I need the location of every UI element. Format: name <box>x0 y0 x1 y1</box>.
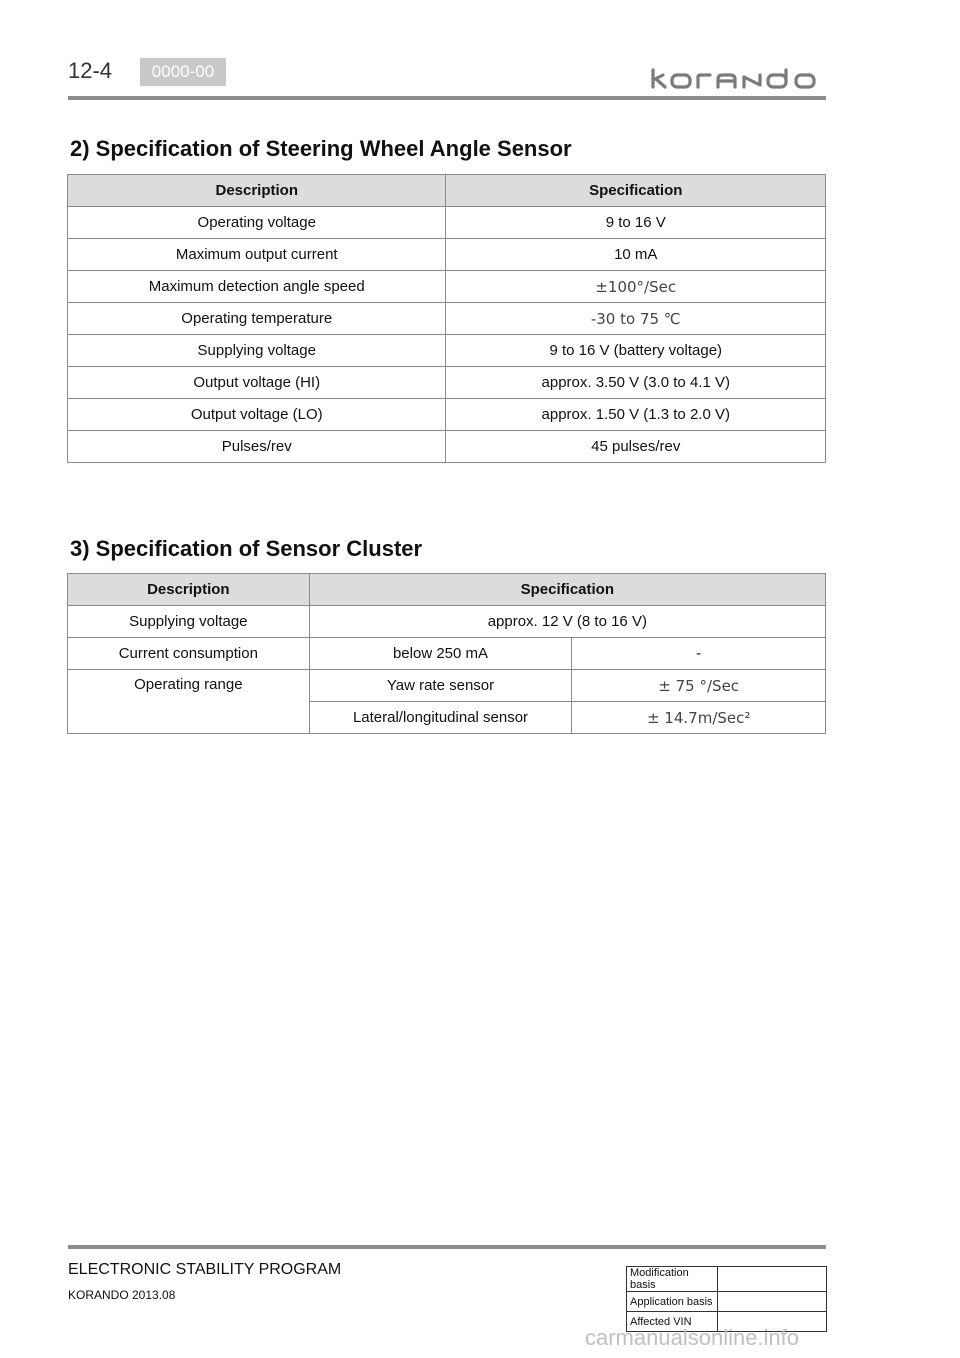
row-label: Supplying voltage <box>68 335 446 367</box>
basis-label: Application basis <box>627 1292 718 1312</box>
section-title-sensor-cluster: 3) Specification of Sensor Cluster <box>70 536 423 561</box>
table-header-row <box>68 574 826 606</box>
row-label: Maximum output current <box>68 239 446 271</box>
korando-logo-graphic <box>650 68 826 90</box>
basis-table <box>626 1266 827 1332</box>
sensor-cluster-spec-table <box>67 573 826 734</box>
table-row <box>68 638 826 670</box>
watermark: carmanualsonline.info <box>585 1325 800 1350</box>
row-label: Maximum detection angle speed <box>68 271 446 303</box>
row-label: Output voltage (LO) <box>68 399 446 431</box>
page-number: 12-4 <box>68 58 113 83</box>
row-value: -30 to 75 ℃ <box>446 303 826 335</box>
table-row <box>68 670 826 702</box>
footer-rule <box>68 1245 826 1249</box>
basis-value <box>718 1267 827 1292</box>
basis-row <box>627 1267 827 1292</box>
table-row <box>68 335 826 367</box>
code-badge: 0000-00 <box>140 58 226 86</box>
row-label: Operating range <box>68 670 310 734</box>
table-row <box>68 431 826 463</box>
table-row <box>68 207 826 239</box>
row-value: ± 75 °/Sec <box>572 670 826 702</box>
basis-row <box>627 1292 827 1312</box>
row-label: Operating voltage <box>68 207 446 239</box>
row-value: approx. 1.50 V (1.3 to 2.0 V) <box>446 399 826 431</box>
row-value: approx. 12 V (8 to 16 V) <box>309 606 825 638</box>
row-value: ± 14.7m/Sec² <box>572 702 826 734</box>
row-value: 9 to 16 V (battery voltage) <box>446 335 826 367</box>
column-header-specification: Specification <box>446 175 826 207</box>
header-rule <box>68 96 826 100</box>
row-value: 10 mA <box>446 239 826 271</box>
row-sub-label: Yaw rate sensor <box>309 670 572 702</box>
section-title-steering: 2) Specification of Steering Wheel Angle Sensor <box>70 136 572 161</box>
column-header-description: Description <box>68 574 310 606</box>
steering-sensor-spec-table <box>67 174 826 463</box>
table-row <box>68 367 826 399</box>
row-label: Output voltage (HI) <box>68 367 446 399</box>
row-sub-label: Lateral/longitudinal sensor <box>309 702 572 734</box>
column-header-specification: Specification <box>309 574 825 606</box>
basis-label: Modification basis <box>627 1267 718 1292</box>
row-label: Operating temperature <box>68 303 446 335</box>
row-value: approx. 3.50 V (3.0 to 4.1 V) <box>446 367 826 399</box>
basis-value <box>718 1292 827 1312</box>
table-header-row <box>68 175 826 207</box>
korando-logo <box>650 68 826 95</box>
footer-title: ELECTRONIC STABILITY PROGRAM <box>68 1261 342 1278</box>
table-row <box>68 399 826 431</box>
basis-label: Affected VIN <box>627 1312 718 1332</box>
row-value: ±100°/Sec <box>446 271 826 303</box>
row-label: Supplying voltage <box>68 606 310 638</box>
footer-subtitle: KORANDO 2013.08 <box>68 1288 176 1302</box>
row-label: Current consumption <box>68 638 310 670</box>
table-row <box>68 606 826 638</box>
table-row <box>68 239 826 271</box>
table-row <box>68 271 826 303</box>
table-row <box>68 303 826 335</box>
row-value: below 250 mA <box>309 638 572 670</box>
row-value: 9 to 16 V <box>446 207 826 239</box>
column-header-description: Description <box>68 175 446 207</box>
row-value: - <box>572 638 826 670</box>
row-label: Pulses/rev <box>68 431 446 463</box>
row-value: 45 pulses/rev <box>446 431 826 463</box>
